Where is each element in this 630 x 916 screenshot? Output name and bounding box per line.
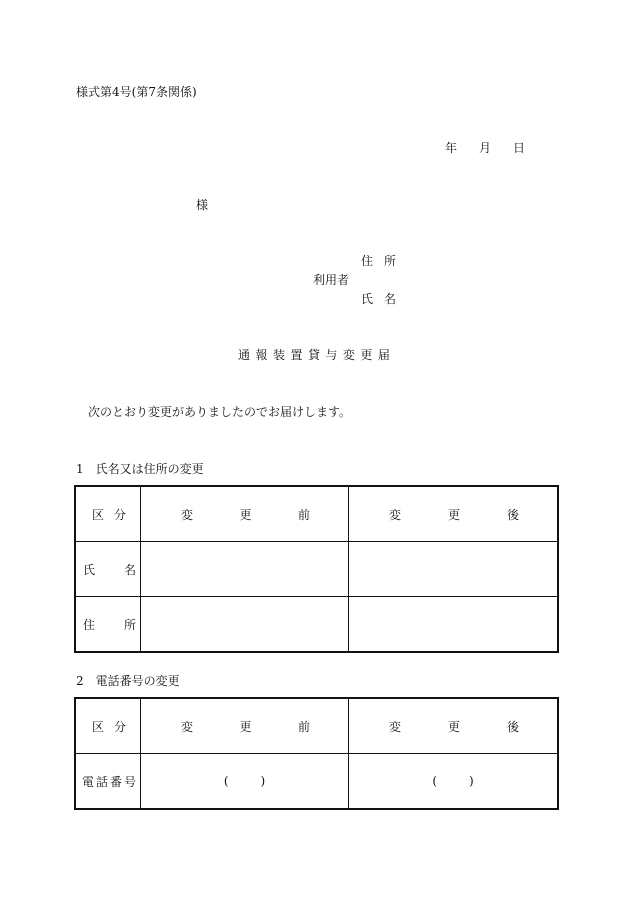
- table-row: [76, 754, 558, 809]
- area-code-paren-open: (: [223, 774, 229, 788]
- header-after: 変 更 後: [349, 487, 558, 542]
- table-row: [76, 597, 558, 652]
- name-before-field[interactable]: [141, 542, 349, 597]
- row-label-phone: 電 話 番 号: [76, 754, 141, 809]
- area-code-paren-close: ): [260, 774, 266, 788]
- applicant-name-label: 氏 名: [361, 292, 396, 306]
- header-before: 変 更 前: [141, 699, 349, 754]
- document-title: 通 報 装 置 貸 与 変 更 届: [238, 348, 390, 362]
- applicant-label: 利用者: [313, 273, 350, 287]
- table-header-row: [76, 487, 558, 542]
- intro-text: 次のとおり変更がありましたのでお届けします。: [88, 405, 352, 419]
- header-category: 区 分: [76, 699, 141, 754]
- name-address-change-table: [75, 486, 558, 652]
- table-header-row: [76, 699, 558, 754]
- section1-title: 1 氏名又は住所の変更: [76, 462, 204, 476]
- phone-change-table: [75, 698, 558, 809]
- date-year-label: 年: [445, 141, 458, 155]
- table-row: [76, 542, 558, 597]
- applicant-address-label: 住 所: [361, 254, 396, 268]
- header-after: 変 更 後: [349, 699, 558, 754]
- area-code-paren-close: ): [469, 774, 474, 788]
- address-before-field[interactable]: [141, 597, 349, 652]
- form-number: 様式第4号(第7条関係): [76, 85, 197, 99]
- date-month-label: 月: [478, 141, 491, 155]
- row-label-address: 住 所: [76, 597, 141, 652]
- header-category: 区 分: [76, 487, 141, 542]
- date-day-label: 日: [512, 141, 525, 155]
- addressee-suffix: 様: [196, 198, 209, 212]
- name-after-field[interactable]: [349, 542, 558, 597]
- phone-before-field[interactable]: [141, 754, 349, 809]
- row-label-name: 氏 名: [76, 542, 141, 597]
- area-code-paren-open: (: [432, 774, 437, 788]
- phone-after-field[interactable]: [349, 754, 558, 809]
- date-line: [445, 142, 525, 154]
- section2-title: 2 電話番号の変更: [76, 674, 180, 688]
- header-before: 変 更 前: [141, 487, 349, 542]
- address-after-field[interactable]: [349, 597, 558, 652]
